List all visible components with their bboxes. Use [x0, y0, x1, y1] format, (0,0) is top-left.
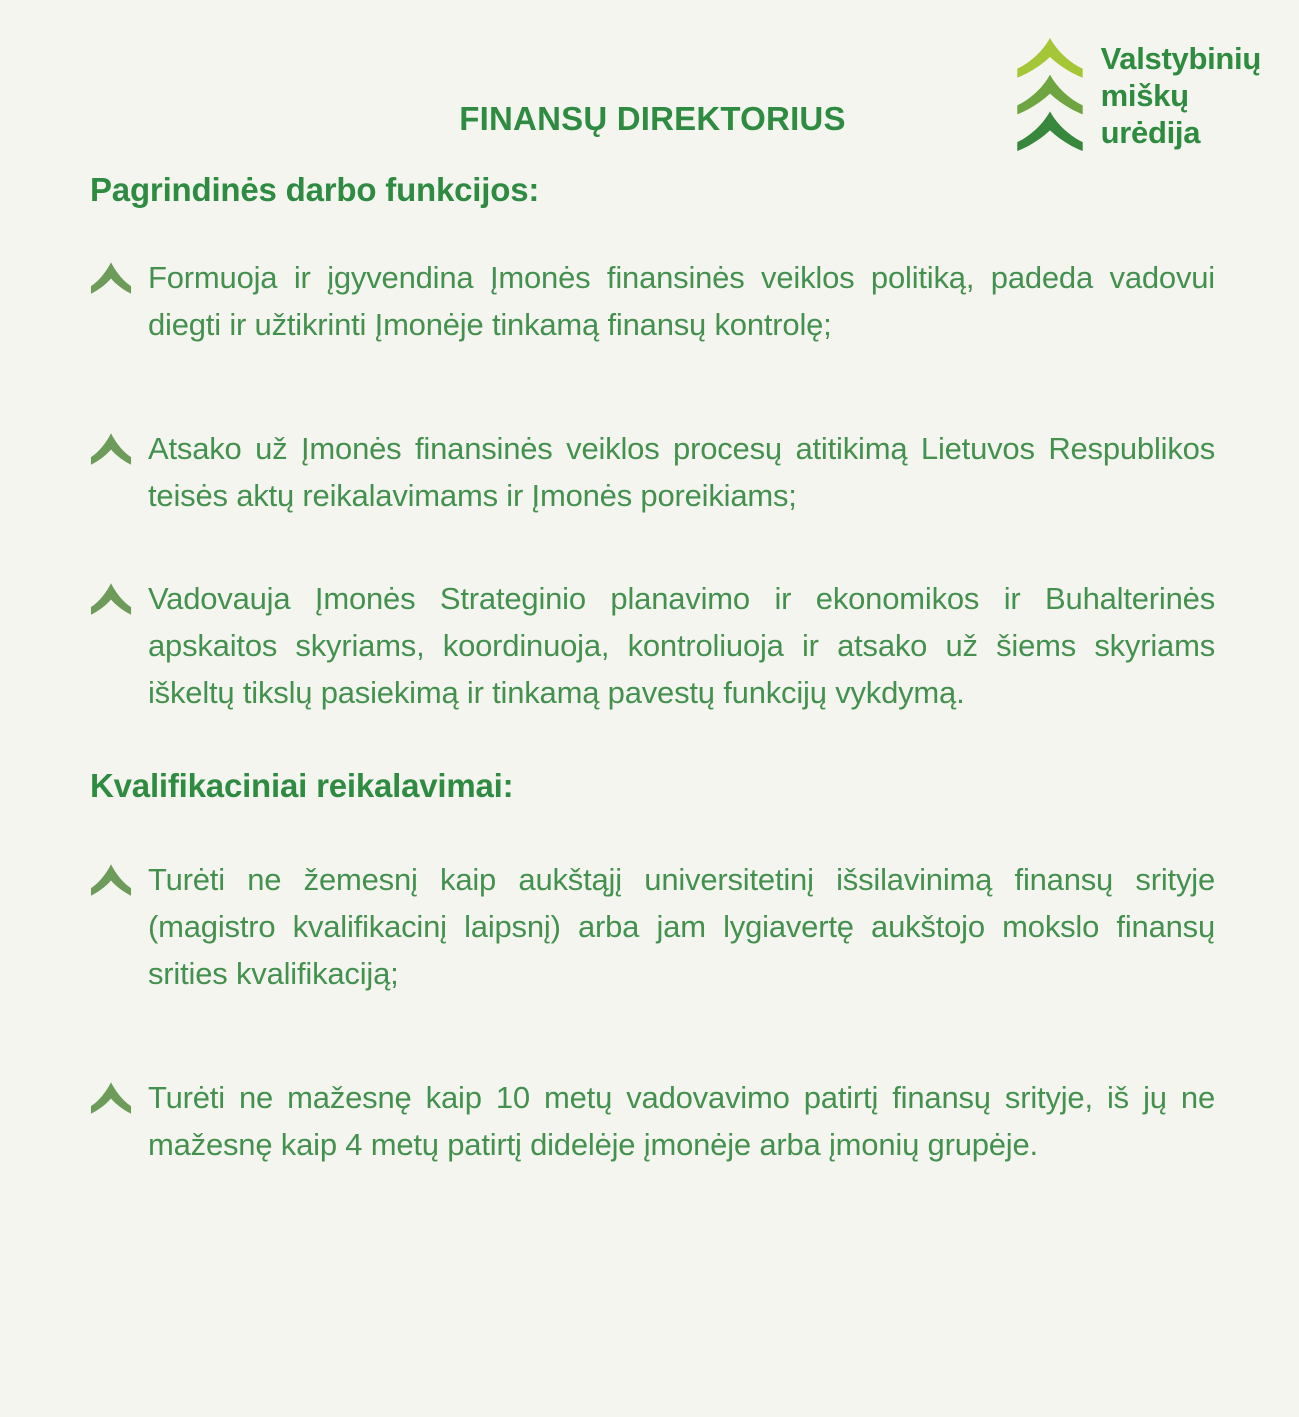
tree-branch-bullet-icon: [90, 863, 132, 896]
logo-text-line-1: Valstybinių: [1100, 41, 1261, 76]
tree-branch-bullet-icon: [90, 432, 132, 465]
list-item-function-3: [90, 575, 1215, 716]
logo-text: [1101, 38, 1261, 151]
fir-tree-logo-icon: [1014, 38, 1086, 152]
list-item-qualification-2: [90, 1074, 1215, 1168]
list-item-text: Atsako už Įmonės finansinės veiklos procesų atitikimą Lietuvos Respublikos teisės aktų reikalavimams ir Įmonės poreikiams;: [148, 431, 1215, 513]
list-item-text: Turėti ne žemesnį kaip aukštąjį universitetinį išsilavinimą finansų srityje (magistro kvalifikacinį laipsnį) arba jam lygiavertę aukštojo mokslo finansų srities kvalifikaciją;: [148, 862, 1215, 991]
tree-branch-bullet-icon: [90, 582, 132, 615]
list-item-text: Formuoja ir įgyvendina Įmonės finansinės veiklos politiką, padeda vadovui diegti ir užtikrinti Įmonėje tinkamą finansų kontrolę;: [148, 260, 1215, 342]
logo-text-line-3: urėdija: [1100, 115, 1201, 150]
list-item-function-2: [90, 425, 1215, 519]
section-heading-qualifications: Kvalifikaciniai reikalavimai:: [90, 767, 514, 804]
page-title: FINANSŲ DIREKTORIUS: [459, 100, 846, 137]
list-item-qualification-1: [90, 856, 1215, 997]
logo-text-line-2: miškų: [1100, 78, 1189, 113]
qualifications-list: [90, 856, 1215, 1168]
section-heading-functions: Pagrindinės darbo funkcijos:: [90, 171, 540, 208]
functions-list: [90, 254, 1215, 716]
tree-branch-bullet-icon: [90, 261, 132, 294]
list-item-function-1: [90, 254, 1215, 348]
list-item-text: Vadovauja Įmonės Strateginio planavimo ir ekonomikos ir Buhalterinės apskaitos skyriams, koordinuoja, kontroliuoja ir atsako už šiems skyriams iškeltų tikslų pasiekimą ir tinkamą pavestų funkcijų vykdymą.: [148, 581, 1215, 710]
tree-branch-bullet-icon: [90, 1081, 132, 1114]
logo: [1014, 38, 1261, 152]
list-item-text: Turėti ne mažesnę kaip 10 metų vadovavimo patirtį finansų srityje, iš jų ne mažesnę kaip 4 metų patirtį didelėje įmonėje arba įmonių grupėje.: [148, 1080, 1215, 1162]
